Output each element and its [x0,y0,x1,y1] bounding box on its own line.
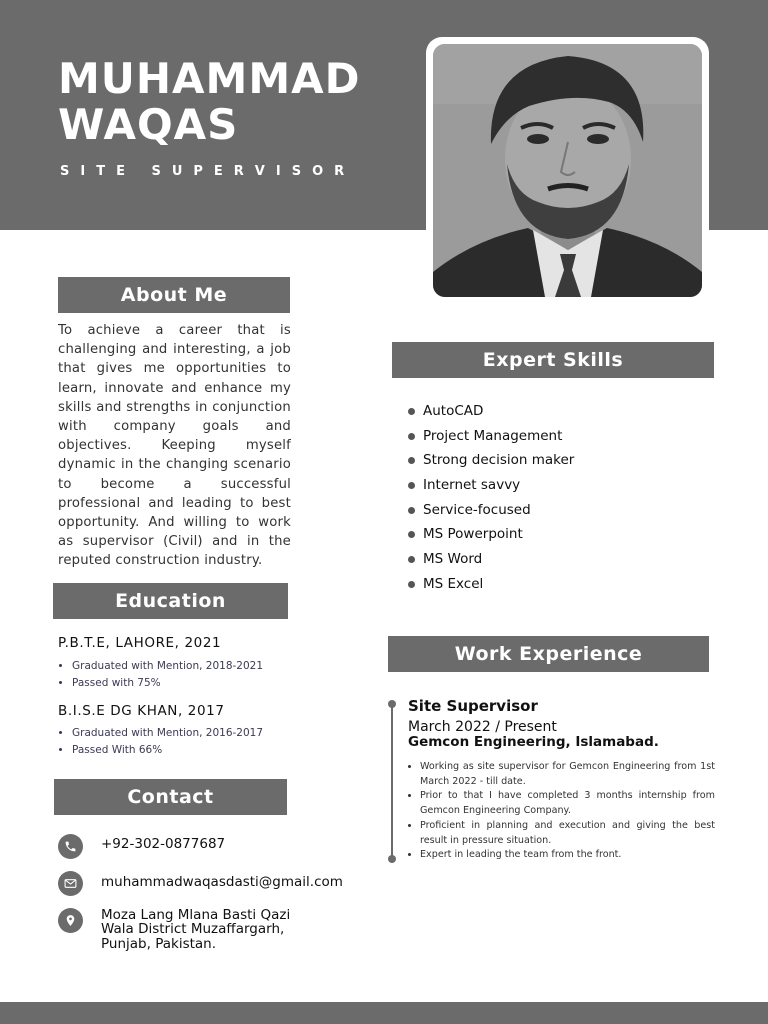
email-address[interactable]: muhammadwaqasdasti@gmail.com [101,874,343,890]
list-item: • Prior to that I have completed 3 months internship from Gemcon Engineering Company. [420,789,715,818]
mail-icon [58,871,83,896]
job-role: SITE SUPERVISOR [60,164,356,179]
address-line: Wala District Muzaffargarh, [101,921,285,937]
skills-list [408,402,574,600]
list-item: • Working as site supervisor for Gemcon Engineering from 1st March 2022 - till date. [420,760,715,789]
list-item: • Proficient in planning and execution and giving the best result in pressure situation. [420,819,715,848]
address-line: Moza Lang Mlana Basti Qazi [101,907,291,923]
address-line: Punjab, Pakistan. [101,936,217,952]
experience-heading: Work Experience [388,636,709,672]
education-heading: Education [53,583,288,619]
skill-item: MS Word [408,550,574,575]
job-company: Gemcon Engineering, Islamabad. [408,734,659,750]
list-item: • Passed with 75% [72,675,263,692]
contact-email [58,871,343,896]
contact-address [58,907,291,952]
contact-heading: Contact [54,779,287,815]
skill-item: MS Powerpoint [408,525,574,550]
contact-phone [58,834,226,859]
about-text: To achieve a career that is challenging and interesting, a job that gives me opportunities to learn, innovate and enhance my skills and strengths in conjunction with company goals and objectives. Keeping myself dynamic in the changing scenario to become a successful professional and leading to best opportunity. And willing to work as supervisor (Civil) and in the reputed construction industry. [58,323,291,569]
skill-item: AutoCAD [408,402,574,427]
phone-number[interactable]: +92-302-0877687 [101,836,226,852]
skill-item: Project Management [408,427,574,452]
timeline-dot [388,700,396,708]
list-item: • Expert in leading the team from the front. [420,848,715,863]
skill-item: MS Excel [408,575,574,600]
education-entry-title: B.I.S.E DG KHAN, 2017 [58,703,225,719]
timeline-dot [388,855,396,863]
person-name [58,56,361,148]
list-item: • Passed With 66% [72,742,263,759]
timeline-line [391,703,393,859]
list-item: • Graduated with Mention, 2016-2017 [72,725,263,742]
last-name: WAQAS [58,100,239,149]
about-heading: About Me [58,277,290,313]
skill-item: Internet savvy [408,476,574,501]
skill-item: Strong decision maker [408,451,574,476]
footer-band [0,1002,768,1024]
phone-icon [58,834,83,859]
education-entry-points [58,725,263,759]
education-entry-title: P.B.T.E, LAHORE, 2021 [58,635,222,651]
first-name: MUHAMMAD [58,54,361,103]
location-pin-icon [58,908,83,933]
job-points [408,760,715,863]
list-item: • Graduated with Mention, 2018-2021 [72,658,263,675]
job-date: March 2022 / Present [408,719,557,735]
job-title: Site Supervisor [408,697,538,715]
education-entry-points [58,658,263,692]
profile-photo [433,44,702,297]
skills-heading: Expert Skills [392,342,714,378]
skill-item: Service-focused [408,501,574,526]
